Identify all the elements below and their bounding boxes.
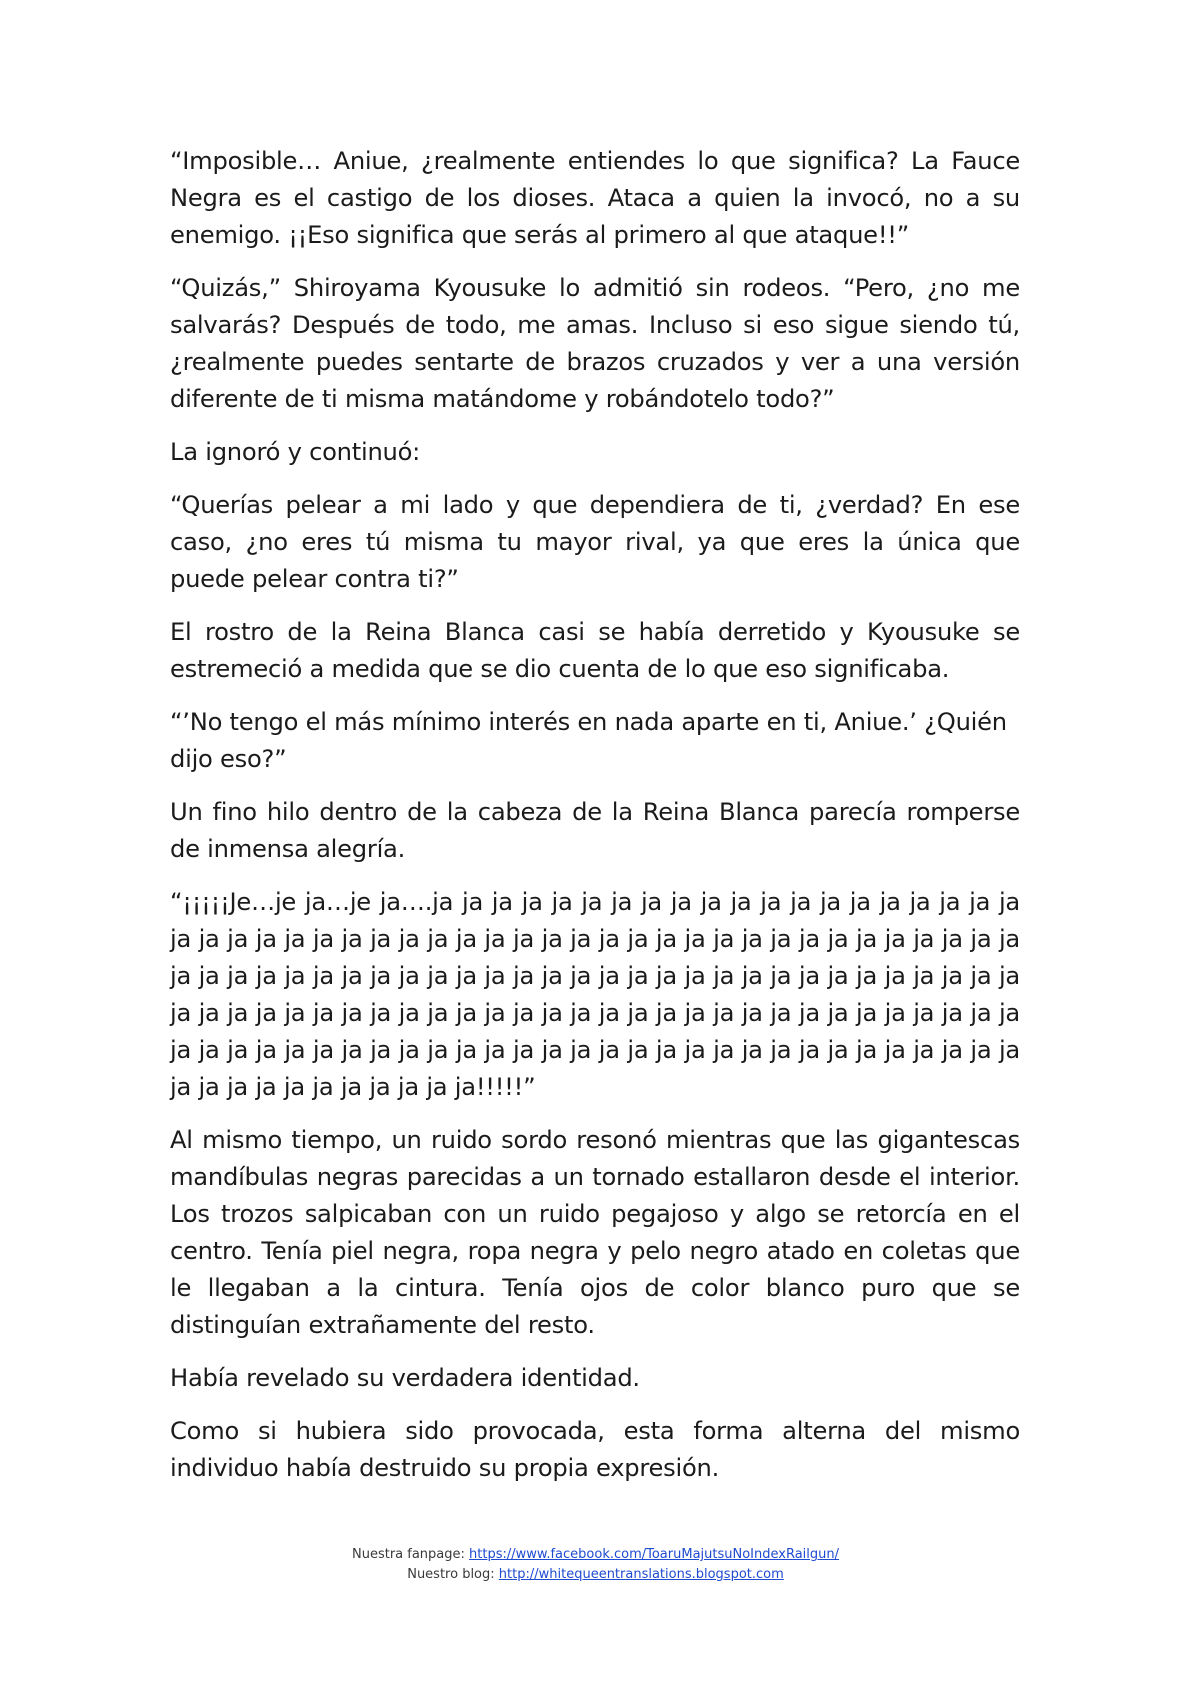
paragraph-11: Como si hubiera sido provocada, esta forma alterna del mismo individuo había destruido su propia expresión.	[170, 1417, 1020, 1482]
paragraph-2: “Quizás,” Shiroyama Kyousuke lo admitió sin rodeos. “Pero, ¿no me salvarás? Después de todo, me amas. Incluso si eso sigue siendo tú, ¿realmente puedes sentarte de brazos cruzados y ver a una versión diferente de ti misma matándome y robándotelo todo?”	[170, 274, 1020, 413]
fanpage-link[interactable]: https://www.facebook.com/ToaruMajutsuNoIndexRailgun/	[469, 1547, 840, 1562]
document-body	[170, 143, 1020, 1503]
paragraph-1: “Imposible… Aniue, ¿realmente entiendes lo que significa? La Fauce Negra es el castigo de los dioses. Ataca a quien la invocó, no a su enemigo. ¡¡Eso significa que serás al primero al que ataque!!”	[170, 147, 1020, 249]
paragraph-6: “’No tengo el más mínimo interés en nada aparte en ti, Aniue.’ ¿Quién dijo eso?”	[170, 708, 1007, 773]
fanpage-label: Nuestra fanpage:	[351, 1547, 465, 1562]
paragraph-8: “¡¡¡¡¡Je…je ja…je ja….ja ja ja ja ja ja ja ja ja ja ja ja ja ja ja ja ja ja ja ja ja ja ja ja ja ja ja ja ja ja ja ja ja ja ja ja ja ja ja ja ja ja ja ja ja ja ja ja ja ja ja ja ja ja ja ja ja ja ja ja ja ja ja ja ja ja ja ja ja ja ja ja ja ja ja ja ja ja ja ja ja ja ja ja ja ja ja ja ja ja ja ja ja ja ja ja ja ja ja ja ja ja ja ja ja ja ja ja ja ja ja ja ja ja ja ja ja ja ja ja ja ja ja ja ja ja ja ja ja ja ja ja ja ja ja ja ja ja ja ja ja ja ja ja ja ja ja ja ja ja ja!!!!!”	[170, 888, 1020, 1101]
blog-label: Nuestro blog:	[407, 1567, 495, 1582]
paragraph-3: La ignoró y continuó:	[170, 438, 421, 466]
paragraph-7: Un fino hilo dentro de la cabeza de la Reina Blanca parecía romperse de inmensa alegría.	[170, 798, 1020, 863]
blog-line	[0, 1565, 1191, 1585]
blog-link[interactable]: http://whitequeentranslations.blogspot.com	[498, 1567, 784, 1582]
paragraph-5: El rostro de la Reina Blanca casi se había derretido y Kyousuke se estremeció a medida que se dio cuenta de lo que eso significaba.	[170, 618, 1020, 683]
paragraph-10: Había revelado su verdadera identidad.	[170, 1364, 640, 1392]
paragraph-4: “Querías pelear a mi lado y que dependiera de ti, ¿verdad? En ese caso, ¿no eres tú misma tu mayor rival, ya que eres la única que puede pelear contra ti?”	[170, 491, 1020, 593]
page-footer	[0, 1545, 1191, 1585]
paragraph-9: Al mismo tiempo, un ruido sordo resonó mientras que las gigantescas mandíbulas negras parecidas a un tornado estallaron desde el interior. Los trozos salpicaban con un ruido pegajoso y algo se retorcía en el centro. Tenía piel negra, ropa negra y pelo negro atado en coletas que le llegaban a la cintura. Tenía ojos de color blanco puro que se distinguían extrañamente del resto.	[170, 1126, 1020, 1339]
fanpage-line	[0, 1545, 1191, 1565]
